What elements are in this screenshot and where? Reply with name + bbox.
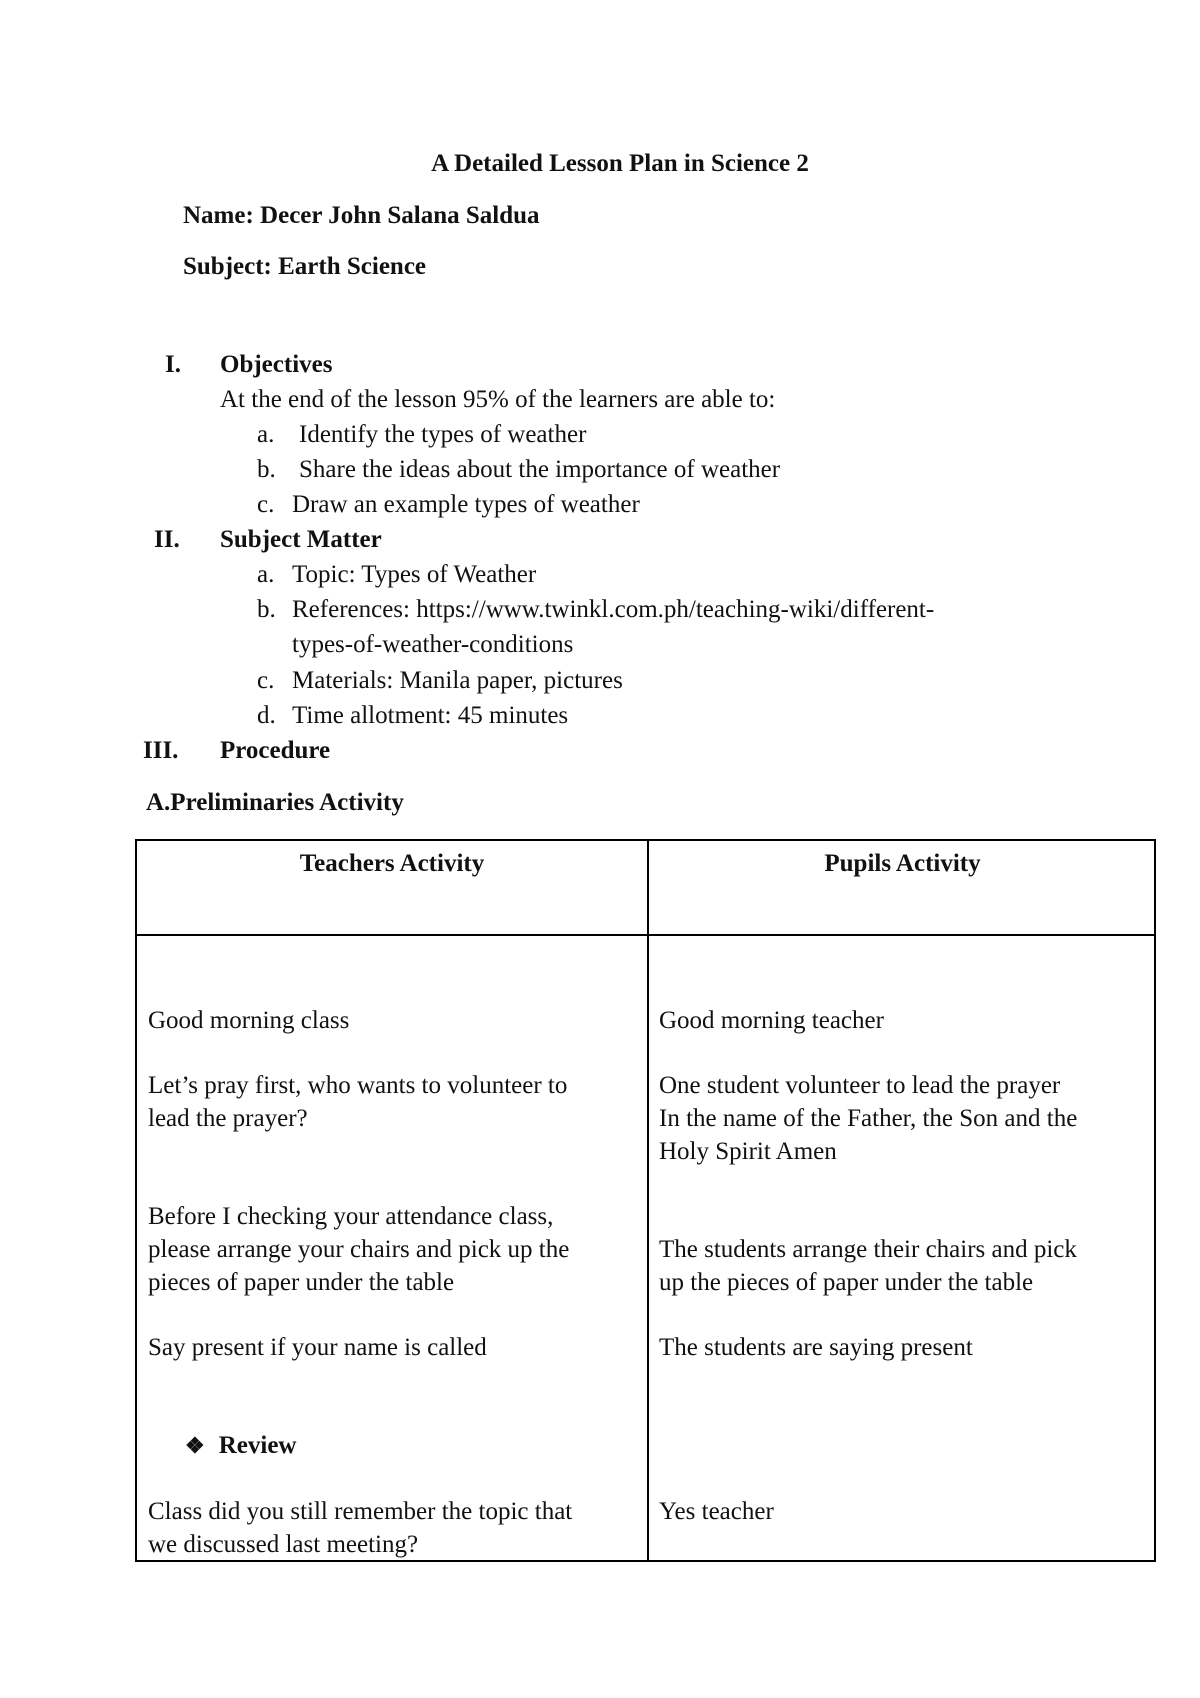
subject-b-continuation: types-of-weather-conditions bbox=[292, 631, 574, 658]
subject-c-text: Materials: Manila paper, pictures bbox=[292, 667, 623, 694]
teachers-activity-header: Teachers Activity bbox=[299, 850, 485, 877]
objective-a-text: Identify the types of weather bbox=[299, 421, 587, 448]
teacher-line: pieces of paper under the table bbox=[148, 1269, 455, 1296]
name-line: Name: Decer John Salana Saldua bbox=[183, 202, 540, 229]
subject-a-text: Topic: Types of Weather bbox=[292, 561, 537, 588]
objectives-numeral: I. bbox=[165, 351, 181, 378]
subject-line: Subject: Earth Science bbox=[183, 253, 427, 280]
subject-matter-heading: Subject Matter bbox=[220, 526, 382, 553]
activity-table bbox=[135, 839, 1156, 1562]
teacher-line: lead the prayer? bbox=[148, 1105, 308, 1132]
review-heading bbox=[185, 1429, 296, 1462]
procedure-numeral: III. bbox=[143, 737, 179, 764]
pupil-line: The students are saying present bbox=[659, 1334, 973, 1361]
pupil-line: up the pieces of paper under the table bbox=[659, 1269, 1034, 1296]
preliminaries-heading: A.Preliminaries Activity bbox=[146, 789, 404, 816]
objective-c-text: Draw an example types of weather bbox=[292, 491, 640, 518]
subject-b-letter: b. bbox=[257, 596, 276, 623]
subject-d-text: Time allotment: 45 minutes bbox=[292, 702, 569, 729]
objective-c-letter: c. bbox=[257, 491, 275, 518]
pupil-line: Holy Spirit Amen bbox=[659, 1138, 837, 1165]
teacher-line: Before I checking your attendance class, bbox=[148, 1203, 554, 1230]
pupil-line: In the name of the Father, the Son and the bbox=[659, 1105, 1078, 1132]
objective-a-letter: a. bbox=[257, 421, 275, 448]
pupil-line: Good morning teacher bbox=[659, 1007, 884, 1034]
pupil-line: Yes teacher bbox=[659, 1498, 774, 1525]
pupil-line: The students arrange their chairs and pick bbox=[659, 1236, 1077, 1263]
document-title: A Detailed Lesson Plan in Science 2 bbox=[431, 150, 809, 177]
subject-a-letter: a. bbox=[257, 561, 275, 588]
objectives-intro: At the end of the lesson 95% of the learners are able to: bbox=[220, 386, 776, 413]
diamond-bullet-icon: ❖ bbox=[185, 1433, 205, 1458]
subject-d-letter: d. bbox=[257, 702, 276, 729]
subject-c-letter: c. bbox=[257, 667, 275, 694]
teacher-line: Let’s pray first, who wants to volunteer to bbox=[148, 1072, 568, 1099]
table-column-divider bbox=[647, 841, 649, 1560]
teacher-line: Say present if your name is called bbox=[148, 1334, 487, 1361]
subject-b-text: References: https://www.twinkl.com.ph/teaching-wiki/different- bbox=[292, 596, 935, 623]
teacher-line: we discussed last meeting? bbox=[148, 1531, 419, 1558]
teacher-line: Good morning class bbox=[148, 1007, 350, 1034]
pupils-activity-header: Pupils Activity bbox=[824, 850, 981, 877]
pupil-line: One student volunteer to lead the prayer bbox=[659, 1072, 1061, 1099]
objective-b-letter: b. bbox=[257, 456, 276, 483]
subject-matter-numeral: II. bbox=[154, 526, 180, 553]
objectives-heading: Objectives bbox=[220, 351, 333, 378]
table-header-divider bbox=[137, 934, 1154, 936]
teacher-line: Class did you still remember the topic that bbox=[148, 1498, 573, 1525]
procedure-heading: Procedure bbox=[220, 737, 331, 764]
objective-b-text: Share the ideas about the importance of weather bbox=[299, 456, 781, 483]
teacher-line: please arrange your chairs and pick up the bbox=[148, 1236, 570, 1263]
review-label: Review bbox=[218, 1432, 297, 1459]
